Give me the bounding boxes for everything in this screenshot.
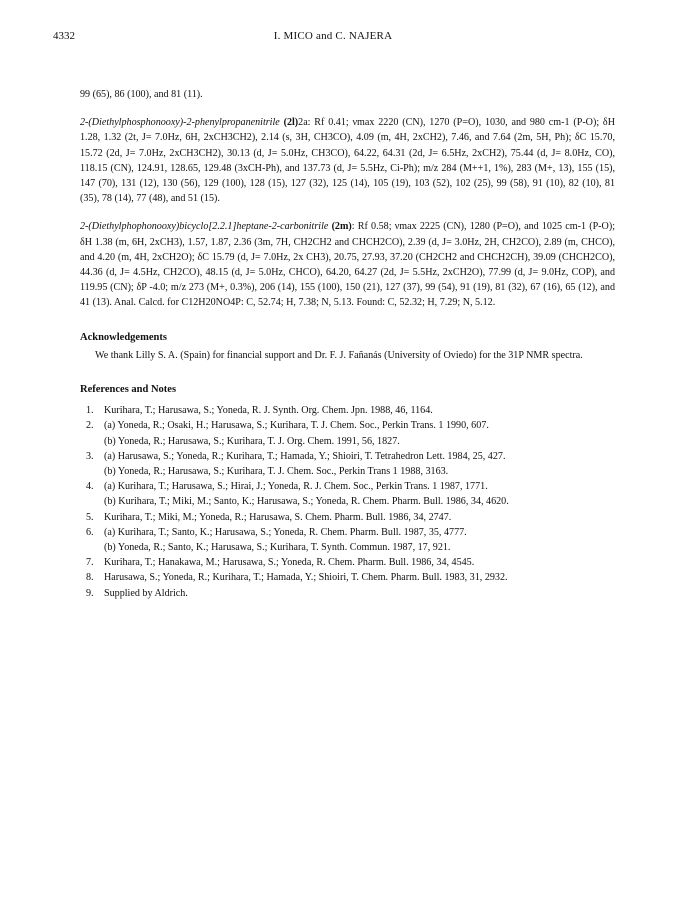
reference-number: 4. — [86, 481, 94, 493]
reference-number: 1. — [86, 405, 94, 417]
reference-number: 7. — [86, 557, 94, 569]
compound-name: 2-(Diethylphosphonooxy)-2-phenylpropanenitrile — [80, 117, 280, 129]
reference-item — [80, 555, 615, 570]
reference-text: Kurihara, T.; Harusawa, S.; Yoneda, R. J. Synth. Org. Chem. Jpn. 1988, 46, 1164. — [104, 405, 433, 417]
reference-item — [80, 586, 615, 601]
reference-text: (a) Yoneda, R.; Osaki, H.; Harusawa, S.; Kurihara, T. J. Chem. Soc., Perkin Trans. 1 1990, 607. — [104, 420, 489, 432]
page-header — [53, 30, 613, 46]
reference-text: Supplied by Aldrich. — [104, 587, 188, 599]
reference-item — [80, 479, 615, 509]
reference-text: (a) Kurihara, T.; Harusawa, S.; Hirai, J.; Yoneda, R. J. Chem. Soc., Perkin Trans. 1 1987, 1771. — [104, 481, 488, 493]
reference-text: (a) Kurihara, T.; Santo, K.; Harusawa, S.; Yoneda, R. Chem. Pharm. Bull. 1987, 35, 4777. — [104, 526, 467, 538]
reference-number: 6. — [86, 526, 94, 538]
compound-code: (2m) — [331, 221, 352, 233]
reference-text: Kurihara, T.; Hanakawa, M.; Harusawa, S.; Yoneda, R. Chem. Pharm. Bull. 1986, 34, 4545. — [104, 557, 475, 569]
compound-name: 2-(Diethylphophonooxy)bicyclo[2.2.1]heptane-2-carbonitrile — [80, 221, 329, 233]
reference-text: (a) Harusawa, S.; Yoneda, R.; Kurihara, T.; Hamada, Y.; Shioiri, T. Tetrahedron Lett. 1984, 25, 427. — [104, 450, 506, 462]
reference-number: 2. — [86, 420, 94, 432]
compound-data: : Rf 0.58; νmax 2225 (CN), 1280 (P=O), and 1025 cm-1 (P-O); δH 1.38 (m, 6H, 2xCH3), 1.57, 1.87, 2.36 (3m, 7H, CH2CH2 and CHCH2CO), 2.39 (d, J= 3.0Hz, 2H, CH2CO), 2.89 (m, CHCO), and 4.20 (m, 4H, 2xCH2O); δC 15.79 (d, J= 7.0Hz, 2x CH3), 20.75, 27.93, 37.20 (CH2CH2 and CHCH2CH), 39.09 (CHCH2CO), 44.36 (d, J= 4.5Hz, CH2CO), 48.15 (d, J= 5.0Hz, CHCO), 64.20, 64.27 (2d, J= 5.5Hz, 2xCH2O), 77.99 (d, J= 9.0Hz, COP), and 119.95 (CN); δP -4.0; m/z 273 (M+, 0.3%), 206 (14), 155 (100), 150 (21), 127 (37), 99 (54), 91 (19), 81 (32), 67 (16), 65 (12), and 41 (13). Anal. Calcd. for C12H20NO4P: C, 52.74; H, 7.38; N, 5.13. Found: C, 52.32; H, 7.29; N, 5.12. — [80, 221, 615, 309]
compound-entry-2m — [80, 219, 615, 310]
reference-number: 3. — [86, 450, 94, 462]
reference-item — [80, 510, 615, 525]
reference-text: Kurihara, T.; Miki, M.; Yoneda, R.; Harusawa, S. Chem. Pharm. Bull. 1986, 34, 2747. — [104, 511, 452, 523]
compound-code: (2l) — [283, 117, 299, 129]
reference-number: 9. — [86, 587, 94, 599]
compound-entry-2l — [80, 115, 615, 206]
reference-item — [80, 449, 615, 479]
references-heading: References and Notes — [80, 384, 177, 396]
reference-text: (b) Yoneda, R.; Harusawa, S.; Kurihara, T. J. Org. Chem. 1991, 56, 1827. — [104, 435, 400, 447]
reference-item — [80, 525, 615, 555]
page-number: 4332 — [53, 30, 75, 42]
reference-item — [80, 570, 615, 585]
acknowledgements-heading: Acknowledgements — [80, 331, 167, 343]
reference-item — [80, 403, 615, 418]
acknowledgements-text: We thank Lilly S. A. (Spain) for financial support and Dr. F. J. Fañanás (University of Oviedo) for the 31P NMR spectra. — [95, 349, 583, 361]
reference-text: (b) Yoneda, R.; Santo, K.; Harusawa, S.; Kurihara, T. Synth. Commun. 1987, 17, 921. — [104, 542, 451, 554]
page-content — [80, 87, 615, 601]
reference-number: 5. — [86, 511, 94, 523]
continuation-text: 99 (65), 86 (100), and 81 (11). — [80, 89, 203, 100]
references-list — [80, 403, 615, 601]
reference-text: Harusawa, S.; Yoneda, R.; Kurihara, T.; Hamada, Y.; Shioiri, T. Chem. Pharm. Bull. 1983, 31, 2932. — [104, 572, 508, 584]
reference-text: (b) Kurihara, T.; Miki, M.; Santo, K.; Harusawa, S.; Yoneda, R. Chem. Pharm. Bull. 1986, 34, 4620. — [104, 496, 509, 508]
reference-item — [80, 418, 615, 448]
compound-data: 2a: Rf 0.41; νmax 2220 (CN), 1270 (P=O), 1030, and 980 cm-1 (P-O); δH 1.28, 1.32 (2t, J= 7.0Hz, 6H, 2xCH3CH2), 2.14 (s, 3H, CH3CO), 4.09 (m, 4H, 2xCH2), 7.46, and 7.64 (2m, 5H, Ph); δC 15.70, 15.72 (2d, J= 7.0Hz, 2xCH3CH2), 30.13 (d, J= 5.0Hz, CH3CO), 64.22, 64.31 (2d, J= 6.5Hz, 2xCH2), 75.44 (d, J= 8.0Hz, CO), 118.15 (CN), 124.91, 128.65, 129.48 (3xCH-Ph), and 137.73 (d, J= 5.5Hz, Ci-Ph); m/z 284 (M++1, 1%), 283 (M+, 13), 155 (15), 147 (70), 131 (12), 130 (56), 129 (100), 128 (15), 127 (32), 125 (14), 105 (19), 103 (52), 102 (25), 99 (58), 91 (10), 82 (10), 81 (35), 78 (14), 77 (48), and 51 (15). — [80, 117, 615, 205]
reference-text: (b) Yoneda, R.; Harusawa, S.; Kurihara, T. J. Chem. Soc., Perkin Trans 1 1988, 3163. — [104, 466, 449, 478]
running-head: I. MICO and C. NAJERA — [273, 30, 393, 42]
reference-number: 8. — [86, 572, 94, 584]
